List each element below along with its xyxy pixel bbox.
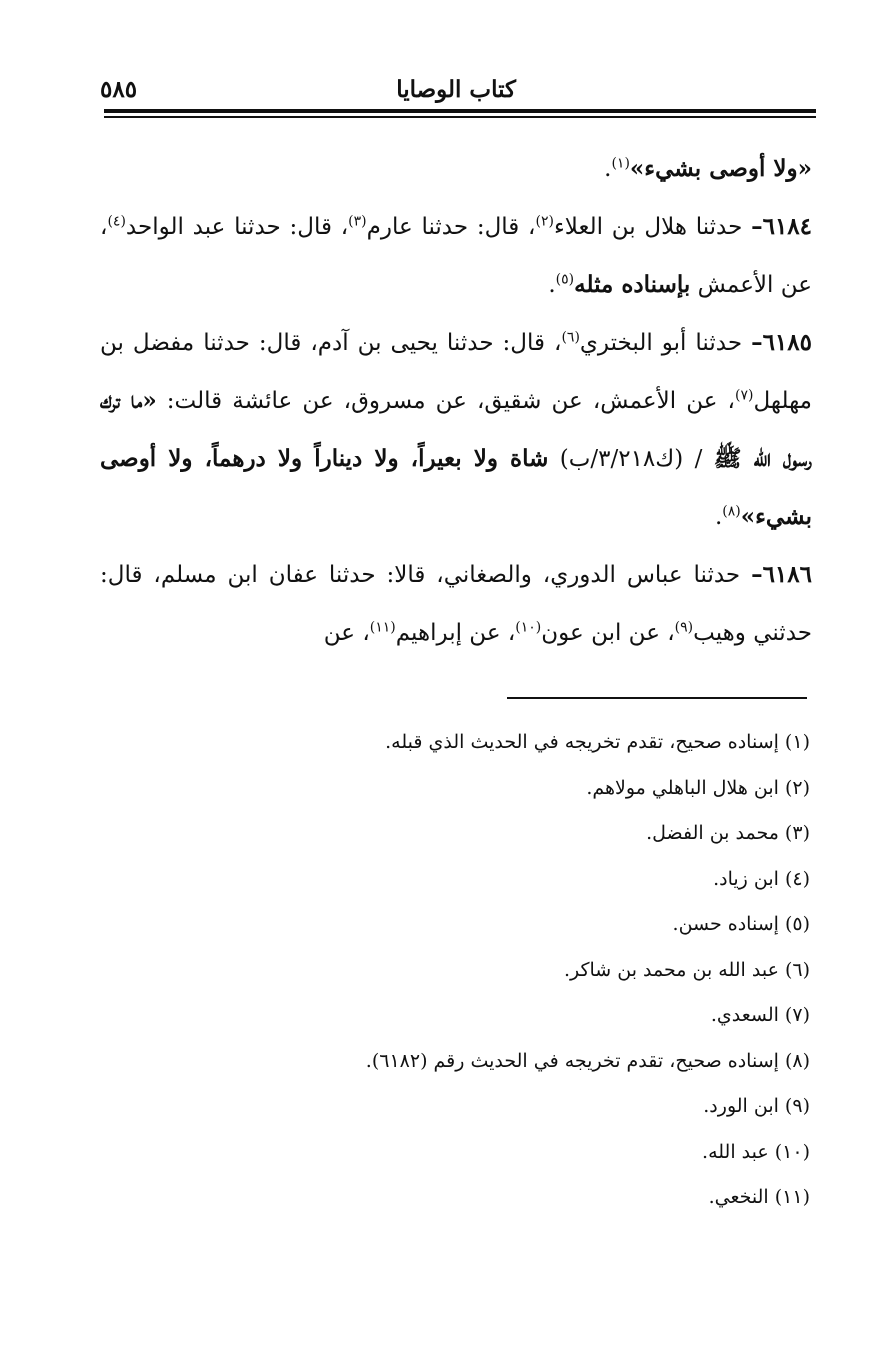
hadith-number: ٦١٨٤– <box>751 213 813 240</box>
footnote-11: (١١) النخعي. <box>708 1186 810 1208</box>
text: حدثنا عباس الدوري، والصغاني، قالا: حدثنا عفان ابن مسلم، قال: حدثني وهيب <box>100 562 812 646</box>
footnote-ref: (٣) <box>348 213 367 230</box>
footnote-ref: (١) <box>611 155 630 172</box>
main-text <box>100 140 812 662</box>
running-title: كتاب الوصايا <box>396 76 516 103</box>
footnote-7: (٧) السعدي. <box>710 1004 810 1026</box>
header-rule-thick <box>104 109 816 113</box>
text: حدثنا هلال بن العلاء <box>553 214 752 240</box>
footnote-8: (٨) إسناده صحيح، تقدم تخريجه في الحديث رقم (٦١٨٢). <box>365 1049 810 1072</box>
footnote-6: (٦) عبد الله بن محمد بن شاكر. <box>563 958 810 981</box>
footnote-2: (٢) ابن هلال الباهلي مولاهم. <box>586 776 810 799</box>
text: . <box>604 156 612 182</box>
hadith-6186 <box>100 546 812 662</box>
footnote-10: (١٠) عبد الله. <box>702 1140 810 1163</box>
footnote-9: (٩) ابن الورد. <box>703 1095 810 1117</box>
text: ، قال: حدثنا عبد الواحد <box>125 214 349 240</box>
footnote-ref: (٢) <box>535 213 554 230</box>
footnote-ref: (٥) <box>555 271 575 288</box>
bold-text: بإسناده مثله <box>574 271 691 298</box>
footnote-5: (٥) إسناده حسن. <box>672 913 810 935</box>
hadith-6185 <box>100 314 812 546</box>
footnote-4: (٤) ابن زياد. <box>713 867 810 890</box>
quote: «ولا أوصى بشيء» <box>629 155 812 182</box>
footnote-separator <box>507 697 807 699</box>
text: ، عن الأعمش، عن شقيق، عن مسروق، عن عائشة قالت: <box>156 388 735 414</box>
page-number: ٥٨٥ <box>100 76 138 103</box>
text: . <box>714 504 723 530</box>
text: ، عن <box>323 620 370 646</box>
footnote-ref: (١١) <box>369 619 396 636</box>
footnote-3: (٣) محمد بن الفضل. <box>646 822 810 844</box>
footnote-1: (١) إسناده صحيح، تقدم تخريجه في الحديث الذي قبله. <box>385 731 810 753</box>
text: ، عن الأعمش <box>100 214 812 298</box>
text: ، قال: حدثنا عارم <box>366 214 536 240</box>
bold-text: «ما ترك رسول الله ﷺ <box>100 387 812 472</box>
text: ، عن ابن عون <box>541 620 675 646</box>
text: . <box>548 272 556 298</box>
text: / (ك٣/٢١٨/ب) <box>548 446 714 472</box>
footnote-ref: (٨) <box>722 503 741 520</box>
hadith-6184 <box>100 198 812 314</box>
footnote-ref: (٧) <box>734 387 754 404</box>
footnote-ref: (٤) <box>107 213 126 230</box>
hadith-number: ٦١٨٥– <box>751 329 812 356</box>
footnote-ref: (٦) <box>561 329 580 346</box>
hadith-number: ٦١٨٦– <box>751 561 812 588</box>
header-rule-thin <box>104 116 816 118</box>
text: ، قال: حدثنا يحيى بن آدم، قال: حدثنا مفضل بن مهلهل <box>100 330 812 414</box>
text: حدثنا أبو البختري <box>579 330 752 356</box>
bold-text: شاة ولا بعيراً، ولا ديناراً ولا درهماً، ولا أوصى بشيء» <box>100 445 812 530</box>
footnote-ref: (٩) <box>674 619 694 636</box>
footnote-ref: (١٠) <box>515 619 542 636</box>
paragraph-1 <box>100 140 812 198</box>
text: ، عن إبراهيم <box>395 620 516 646</box>
page-header <box>100 76 816 106</box>
footnotes-list <box>100 720 810 1221</box>
